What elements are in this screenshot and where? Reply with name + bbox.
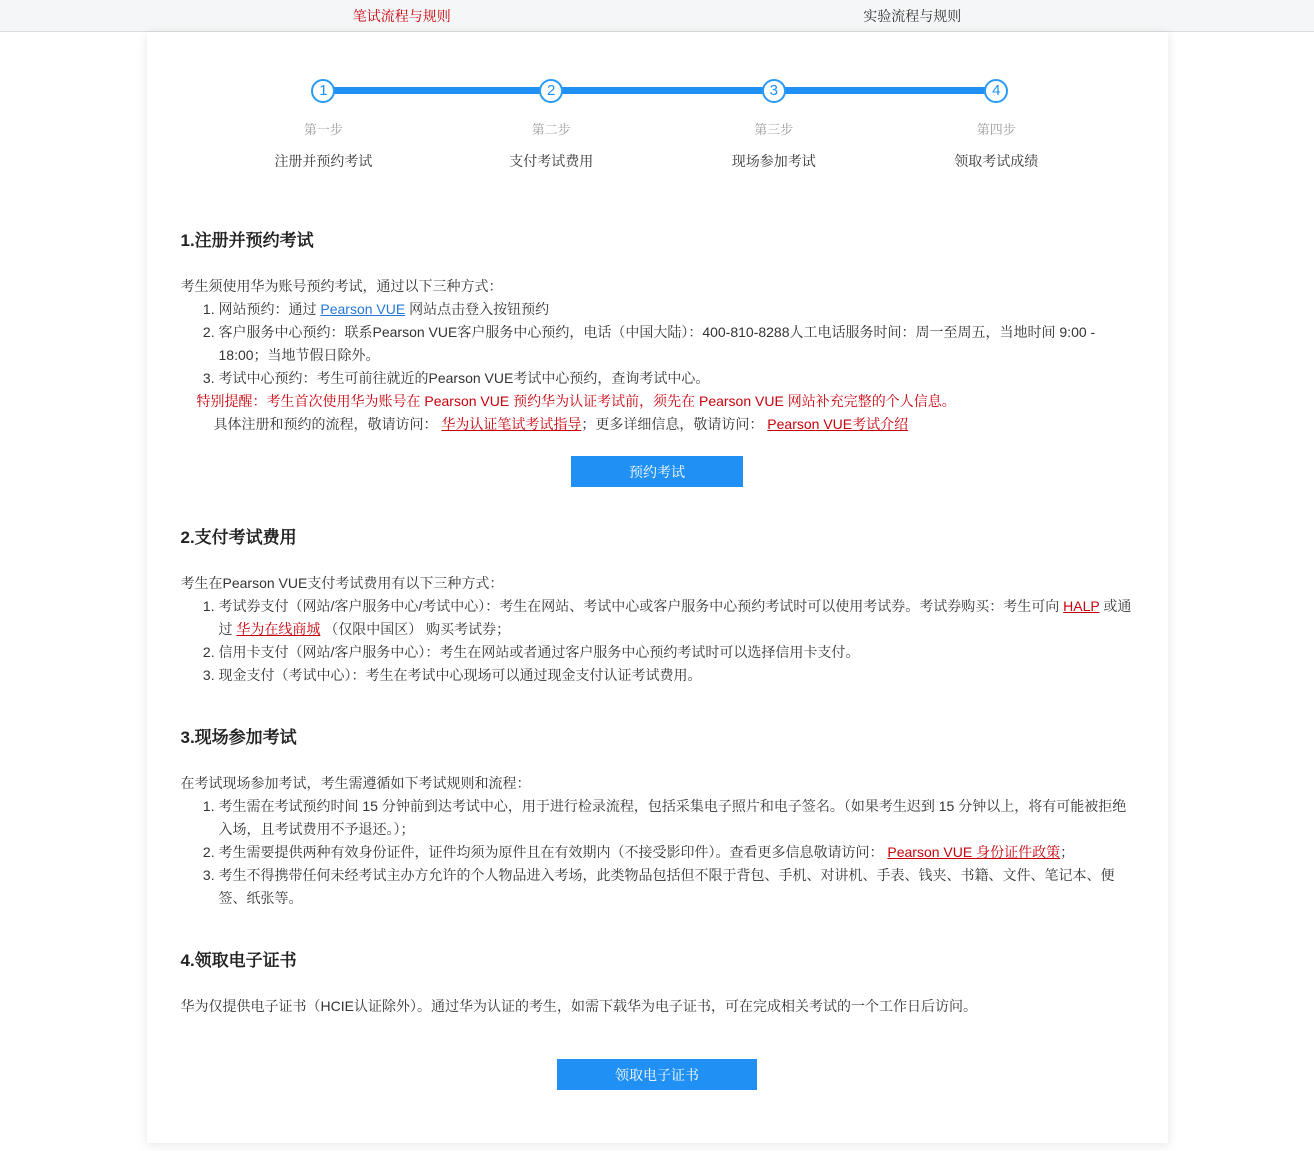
step-1-subtitle: 第一步 bbox=[303, 122, 343, 137]
section-attend-intro: 在考试现场参加考试，考生需遵循如下考试规则和流程： bbox=[180, 775, 531, 791]
section-register bbox=[181, 226, 1134, 487]
list-item bbox=[219, 664, 1134, 687]
step-2-subtitle: 第二步 bbox=[531, 122, 571, 137]
book-exam-button-row bbox=[181, 456, 1134, 487]
step-1-label: 注册并预约考试 bbox=[274, 153, 373, 169]
section-certificate-heading: 4.领取电子证书 bbox=[180, 951, 297, 970]
step-3-label: 现场参加考试 bbox=[731, 153, 816, 169]
section-payment-intro: 考生在Pearson VUE支付考试费用有以下三种方式： bbox=[180, 575, 504, 591]
text-segment: 考生需要提供两种有效身份证件，证件均须为原件且在有效期内（不接受影印件）。查看更多信息敬请访问： bbox=[218, 844, 888, 860]
top-tab-bar bbox=[0, 0, 1314, 32]
step-2-label: 支付考试费用 bbox=[509, 153, 594, 169]
step-4-subtitle: 第四步 bbox=[976, 122, 1016, 137]
text-segment: 考试券支付（网站/客户服务中心/考试中心）：考生在网站、考试中心或客户服务中心预约考试时可以使用考试券。考试券购买：考生可向 bbox=[218, 598, 1064, 614]
step-1-circle: 1 bbox=[311, 79, 335, 103]
text-segment: 信用卡支付（网站/客户服务中心）：考生在网站或者通过客户服务中心预约考试时可以选择信用卡支付。 bbox=[218, 644, 860, 660]
step-3-circle: 3 bbox=[762, 79, 786, 103]
inline-link[interactable]: Pearson VUE 身份证件政策 bbox=[887, 844, 1061, 860]
list-item bbox=[219, 864, 1134, 910]
list-item bbox=[219, 595, 1134, 641]
step-3-subtitle: 第三步 bbox=[754, 122, 794, 137]
text-segment: 或通过 bbox=[218, 598, 1132, 637]
inline-link[interactable]: Pearson VUE bbox=[320, 301, 406, 317]
text-segment: 现金支付（考试中心）：考生在考试中心现场可以通过现金支付认证考试费用。 bbox=[218, 667, 702, 683]
section-attend-heading: 3.现场参加考试 bbox=[180, 728, 297, 747]
inline-link[interactable]: 华为认证笔试考试指导 bbox=[441, 416, 582, 432]
inline-link[interactable]: HALP bbox=[1063, 598, 1100, 614]
section-register-heading: 1.注册并预约考试 bbox=[180, 231, 314, 250]
step-4-label: 领取考试成绩 bbox=[954, 153, 1039, 169]
text-segment: 客户服务中心预约：联系Pearson VUE客户服务中心预约，电话（中国大陆）：400-810-8288人工电话服务时间：周一至周五，当地时间 9:00 - 18:00；当地节假日除外。 bbox=[218, 324, 1096, 363]
exam-steps-progress bbox=[181, 32, 1134, 190]
list-item bbox=[219, 298, 1134, 321]
text-segment: 考试中心预约：考生可前往就近的Pearson VUE考试中心预约，查询考试中心。 bbox=[218, 370, 710, 386]
top-tab-bar-inner bbox=[147, 0, 1168, 31]
text-segment: ； bbox=[1060, 844, 1075, 860]
inline-link[interactable]: Pearson VUE考试介绍 bbox=[767, 416, 909, 432]
section-certificate-intro: 华为仅提供电子证书（HCIE认证除外）。通过华为认证的考生，如需下载华为电子证书，可在完成相关考试的一个工作日后访问。 bbox=[180, 998, 977, 1014]
register-more-info-line bbox=[214, 413, 1134, 436]
special-reminder-text bbox=[197, 390, 1134, 413]
get-certificate-button-row bbox=[181, 1059, 1134, 1090]
section-attend bbox=[181, 723, 1134, 910]
section-attend-list bbox=[181, 795, 1134, 910]
content-card bbox=[147, 32, 1168, 1143]
step-4-circle: 4 bbox=[984, 79, 1008, 103]
section-payment-heading: 2.支付考试费用 bbox=[180, 528, 297, 547]
text-segment: 考生需在考试预约时间 15 分钟前到达考试中心，用于进行检录流程，包括采集电子照片和电子签名。（如果考生迟到 15 分钟以上，将有可能被拒绝入场，且考试费用不予退还。）； bbox=[218, 798, 1127, 837]
section-register-intro: 考生须使用华为账号预约考试，通过以下三种方式： bbox=[180, 278, 503, 294]
section-payment bbox=[181, 523, 1134, 687]
list-item bbox=[219, 367, 1134, 390]
step-2-circle: 2 bbox=[539, 79, 563, 103]
list-item bbox=[219, 841, 1134, 864]
list-item bbox=[219, 795, 1134, 841]
get-certificate-button[interactable]: 领取电子证书 bbox=[557, 1059, 757, 1090]
section-register-list bbox=[181, 298, 1134, 390]
tab-lab-exam-rules[interactable]: 实验流程与规则 bbox=[863, 7, 962, 24]
text-segment: 特别提醒：考生首次使用华为账号在 Pearson VUE 预约华为认证考试前，须先在 Pearson VUE 网站补充完整的个人信息。 bbox=[196, 393, 956, 409]
text-segment: 网站点击登入按钮预约 bbox=[405, 301, 550, 317]
list-item bbox=[219, 641, 1134, 664]
section-payment-list bbox=[181, 595, 1134, 687]
section-certificate bbox=[181, 946, 1134, 1090]
text-segment: 具体注册和预约的流程，敬请访问： bbox=[213, 416, 442, 432]
text-segment: （仅限中国区） 购买考试券； bbox=[320, 621, 511, 637]
tab-written-exam-rules[interactable]: 笔试流程与规则 bbox=[352, 7, 451, 24]
stepper-line bbox=[323, 87, 996, 94]
text-segment: ；更多详细信息，敬请访问： bbox=[581, 416, 768, 432]
inline-link[interactable]: 华为在线商城 bbox=[236, 621, 321, 637]
list-item bbox=[219, 321, 1134, 367]
text-segment: 网站预约：通过 bbox=[218, 301, 321, 317]
text-segment: 考生不得携带任何未经考试主办方允许的个人物品进入考场，此类物品包括但不限于背包、手机、对讲机、手表、钱夹、书籍、文件、笔记本、便签、纸张等。 bbox=[218, 867, 1115, 906]
book-exam-button[interactable]: 预约考试 bbox=[571, 456, 743, 487]
